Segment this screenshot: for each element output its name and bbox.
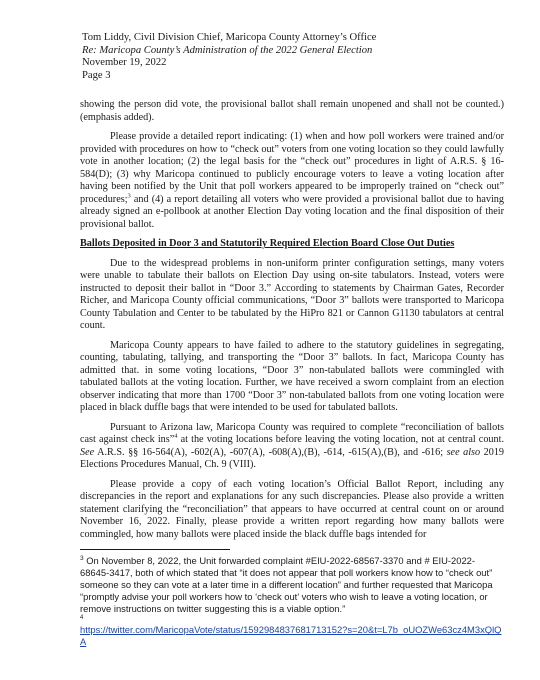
paragraph-report-request	[80, 131, 504, 231]
paragraph-statutory-failure: Maricopa County appears to have failed to adhere to the statutory guidelines in segregating, counting, tabulating, tallying, and transporting the “Door 3” ballots. In fact, Maricopa County has admitted that. in some voting locations, “Door 3” non-tabulated ballots were commingled with tabulated ballots at the voting location. Further, we have received a sworn complaint from an election observer indicating that more than 1700 “Door 3” non-tabulated ballots from one voting location were placed in black duffle bags that were intended to be used for tabulated ballots.	[80, 339, 504, 414]
footnote-3	[80, 555, 504, 614]
footnote-ref-3: 3	[127, 192, 131, 200]
footnote-ref-4: 4	[174, 432, 178, 440]
letter-body	[80, 99, 504, 541]
citation-signal: See	[80, 446, 95, 458]
header-page-number: Page 3	[82, 69, 111, 81]
paragraph-text: Please provide a detailed report indicating: (1) when and how poll workers were trained and/or provided with procedures on how to “check out” voters from one voting location so they could lawfully vote in another location; (2) the legal basis for the “check out” procedures in light of A.R.S. § 16-584(D); (3) why Maricopa continued to publicly encourage voters to leave a voting location after having been notified by the Unit that poll workers appeared to be improperly trained on “check out” procedures;	[80, 131, 504, 205]
footnote-number-3: 3	[80, 555, 84, 563]
paragraph-text: Pursuant to Arizona law, Maricopa County was required to complete “reconciliation of ballots cast against check ins”	[80, 421, 504, 446]
paragraph-official-ballot-report: Please provide a copy of each voting location’s Official Ballot Report, including any discrepancies in the report and explanations for any such discrepancies. Please also provide a written statement clarifying the “reconciliation” that appears to have occurred at central count on or around November 16, 2022. Finally, please provide a written report regarding how many ballots were commingled, how many ballots were placed inside the black duffle bags intended for	[80, 478, 504, 540]
paragraph-text: at the voting locations before leaving the voting location, not at central count.	[177, 434, 504, 446]
footnote-4-link[interactable]: https://twitter.com/MaricopaVote/status/1592984837681713152?s=20&t=L7b_oUOZWe63cz4M3xQlQA	[80, 624, 502, 648]
footnote-text: On November 8, 2022, the Unit forwarded complaint #EIU-2022-68567-3370 and # EIU-2022-68645-3417, both of which stated that “it does not appear that poll workers know how to “check out” someone so they can vote at a later time in a different location” and further requested that Maricopa “promptly advise your poll workers how to ‘check out’ voters who wish to leave a voting location, or remove instructions on twitter suggesting this is a viable option.”	[80, 555, 493, 614]
footnotes	[80, 555, 504, 648]
citation-signal: see also	[446, 446, 481, 458]
paragraph-door3: Due to the widespread problems in non-uniform printer configuration settings, many voters were unable to tabulate their ballots on Election Day using on-site tabulators. Instead, voters were instructed to deposit their ballot in “Door 3.” According to statements by Chairman Gates, Recorder Richer, and Maricopa County official communications, “Door 3” ballots were transported to Maricopa County Tabulation and Center to be tabulated by the HiPro 821 or Cannon G1130 tabulators at central count.	[80, 257, 504, 332]
letter-header	[82, 32, 504, 82]
header-sender: Tom Liddy, Civil Division Chief, Maricopa County Attorney’s Office	[82, 32, 377, 43]
footnote-number-4: 4	[80, 615, 84, 622]
paragraph-arizona-law	[80, 422, 504, 472]
header-date: November 19, 2022	[82, 57, 167, 69]
paragraph-text: A.R.S. §§ 16-564(A), -602(A), -607(A), -608(A),(B), -614, -615(A),(B), and -616;	[94, 446, 447, 458]
section-heading: Ballots Deposited in Door 3 and Statutorily Required Election Board Close Out Duties	[80, 238, 455, 250]
header-subject: Re: Maricopa County’s Administration of the 2022 General Election	[82, 44, 373, 56]
footnote-divider	[80, 549, 230, 550]
paragraph-continuation: showing the person did vote, the provisional ballot shall remain unopened and shall not be counted.) (emphasis added).	[80, 99, 504, 123]
paragraph-text: and (4) a report detailing all voters who were provided a provisional ballot due to having already signed an e-pollbook at another Election Day voting location and the final disposition of their provisional ballot.	[80, 193, 504, 230]
paragraph-text: 2019 Elections Procedures Manual, Ch. 9 (VIII).	[80, 446, 504, 471]
